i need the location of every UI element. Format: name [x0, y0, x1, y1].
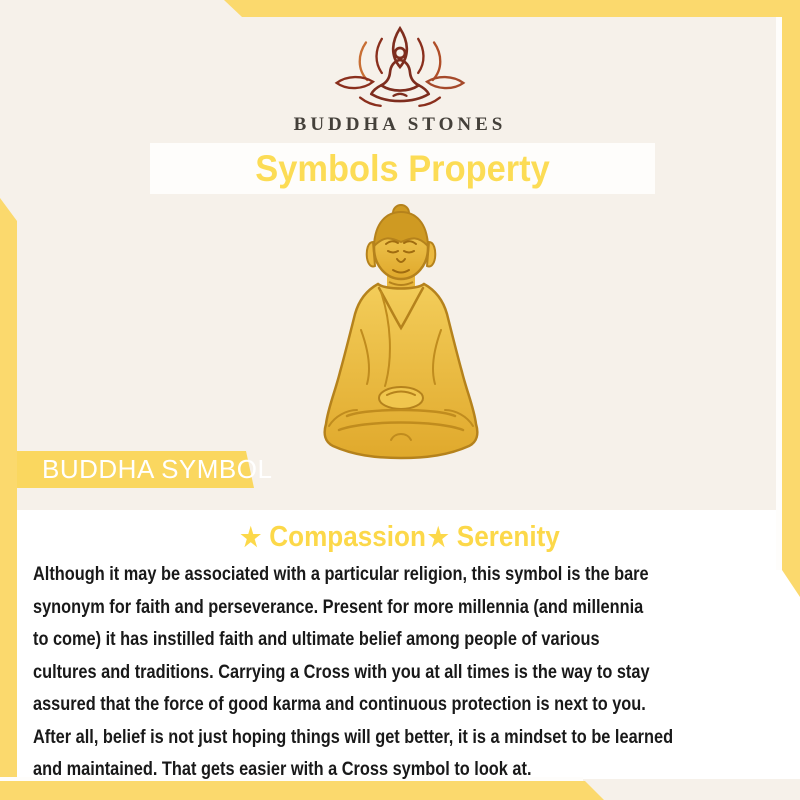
lotus-meditation-icon — [320, 26, 480, 114]
description-line: assured that the force of good karma and continuous protection is next to you. — [33, 694, 646, 715]
star-icon: ★ — [240, 521, 262, 552]
description-line: synonym for faith and perseverance. Present for more millennia (and millennia — [33, 596, 644, 618]
brand-name: BUDDHA STONES — [293, 114, 507, 135]
properties-line — [55, 517, 744, 557]
star-icon: ★ — [427, 521, 449, 552]
golden-buddha-statue-illustration — [295, 202, 507, 466]
description-line: and maintained. That gets easier with a Cross symbol to look at. — [33, 759, 532, 780]
property-label: Compassion — [269, 520, 426, 553]
description-line: Although it may be associated with a particular religion, this symbol is the bare — [33, 564, 649, 585]
property-compassion — [240, 521, 426, 554]
description-line: to come) it has instilled faith and ultimate belief among people of various — [33, 629, 600, 650]
description-paragraph — [33, 559, 790, 787]
buddha-symbol-label: BUDDHA SYMBOL — [42, 454, 273, 484]
page-title: Symbols Property — [255, 147, 550, 189]
title-banner — [150, 143, 655, 194]
description-line: cultures and traditions. Carrying a Cross with you at all times is the way to stay — [33, 661, 650, 683]
accent-separator-right — [776, 17, 782, 570]
property-serenity — [428, 521, 560, 554]
property-label: Serenity — [456, 520, 560, 553]
description-line: After all, belief is not just hoping things will get better, it is a mindset to be learned — [33, 726, 674, 748]
